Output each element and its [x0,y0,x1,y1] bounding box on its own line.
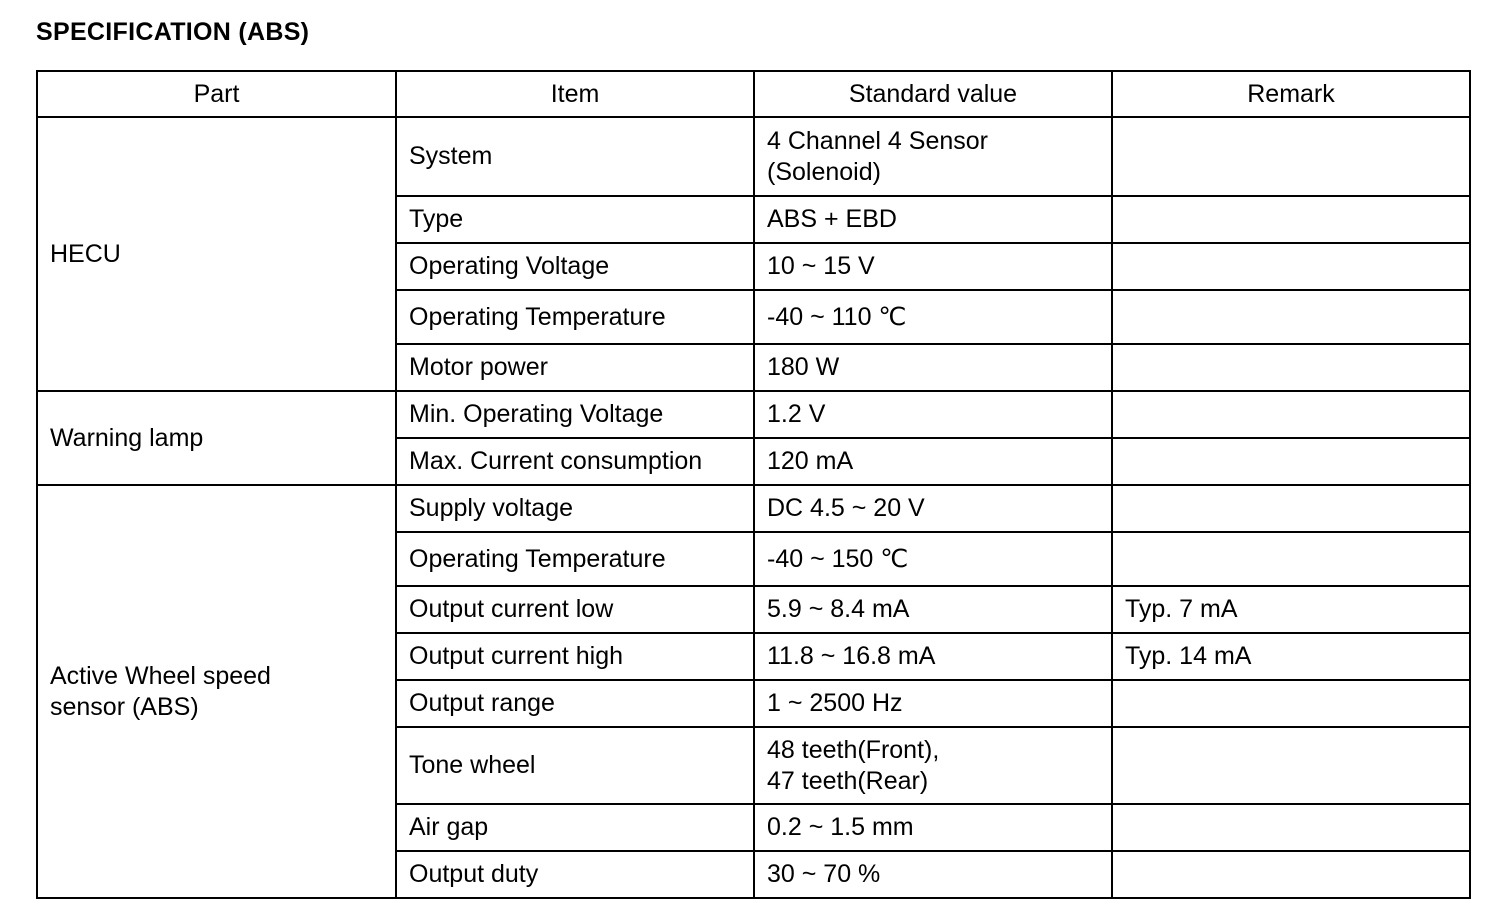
item-cell: Supply voltage [396,485,754,532]
item-cell: Type [396,196,754,243]
remark-cell [1112,851,1470,898]
header-standard-value: Standard value [754,71,1112,117]
remark-cell [1112,344,1470,391]
remark-cell [1112,727,1470,804]
part-cell: Warning lamp [37,391,396,485]
table-row [37,117,1470,196]
value-cell: 1.2 V [754,391,1112,438]
remark-cell: Typ. 7 mA [1112,586,1470,633]
header-item: Item [396,71,754,117]
item-cell: Output duty [396,851,754,898]
remark-cell [1112,532,1470,586]
value-cell: 11.8 ~ 16.8 mA [754,633,1112,680]
value-cell: 0.2 ~ 1.5 mm [754,804,1112,851]
remark-cell [1112,243,1470,290]
page-title: SPECIFICATION (ABS) [36,18,310,46]
value-cell: 10 ~ 15 V [754,243,1112,290]
item-cell: Min. Operating Voltage [396,391,754,438]
value-cell: 5.9 ~ 8.4 mA [754,586,1112,633]
item-cell: Air gap [396,804,754,851]
remark-cell [1112,290,1470,344]
value-cell: ABS + EBD [754,196,1112,243]
remark-cell [1112,196,1470,243]
item-cell: System [396,117,754,196]
part-cell: HECU [37,117,396,391]
item-cell: Output current low [396,586,754,633]
remark-cell [1112,680,1470,727]
table-row [37,485,1470,532]
remark-cell [1112,804,1470,851]
value-cell: 30 ~ 70 % [754,851,1112,898]
spec-table [36,70,1471,899]
header-row [37,71,1470,117]
value-cell: 180 W [754,344,1112,391]
remark-cell: Typ. 14 mA [1112,633,1470,680]
header-part: Part [37,71,396,117]
value-cell: 48 teeth(Front), 47 teeth(Rear) [754,727,1112,804]
value-cell: DC 4.5 ~ 20 V [754,485,1112,532]
item-cell: Operating Temperature [396,290,754,344]
value-cell: 4 Channel 4 Sensor (Solenoid) [754,117,1112,196]
part-cell: Active Wheel speed sensor (ABS) [37,485,396,898]
table-row [37,391,1470,438]
remark-cell [1112,485,1470,532]
item-cell: Operating Temperature [396,532,754,586]
value-cell: 120 mA [754,438,1112,485]
remark-cell [1112,438,1470,485]
item-cell: Output current high [396,633,754,680]
value-cell: 1 ~ 2500 Hz [754,680,1112,727]
item-cell: Motor power [396,344,754,391]
value-cell: -40 ~ 110 ℃ [754,290,1112,344]
item-cell: Output range [396,680,754,727]
header-remark: Remark [1112,71,1470,117]
item-cell: Tone wheel [396,727,754,804]
remark-cell [1112,391,1470,438]
remark-cell [1112,117,1470,196]
item-cell: Operating Voltage [396,243,754,290]
item-cell: Max. Current consumption [396,438,754,485]
value-cell: -40 ~ 150 ℃ [754,532,1112,586]
